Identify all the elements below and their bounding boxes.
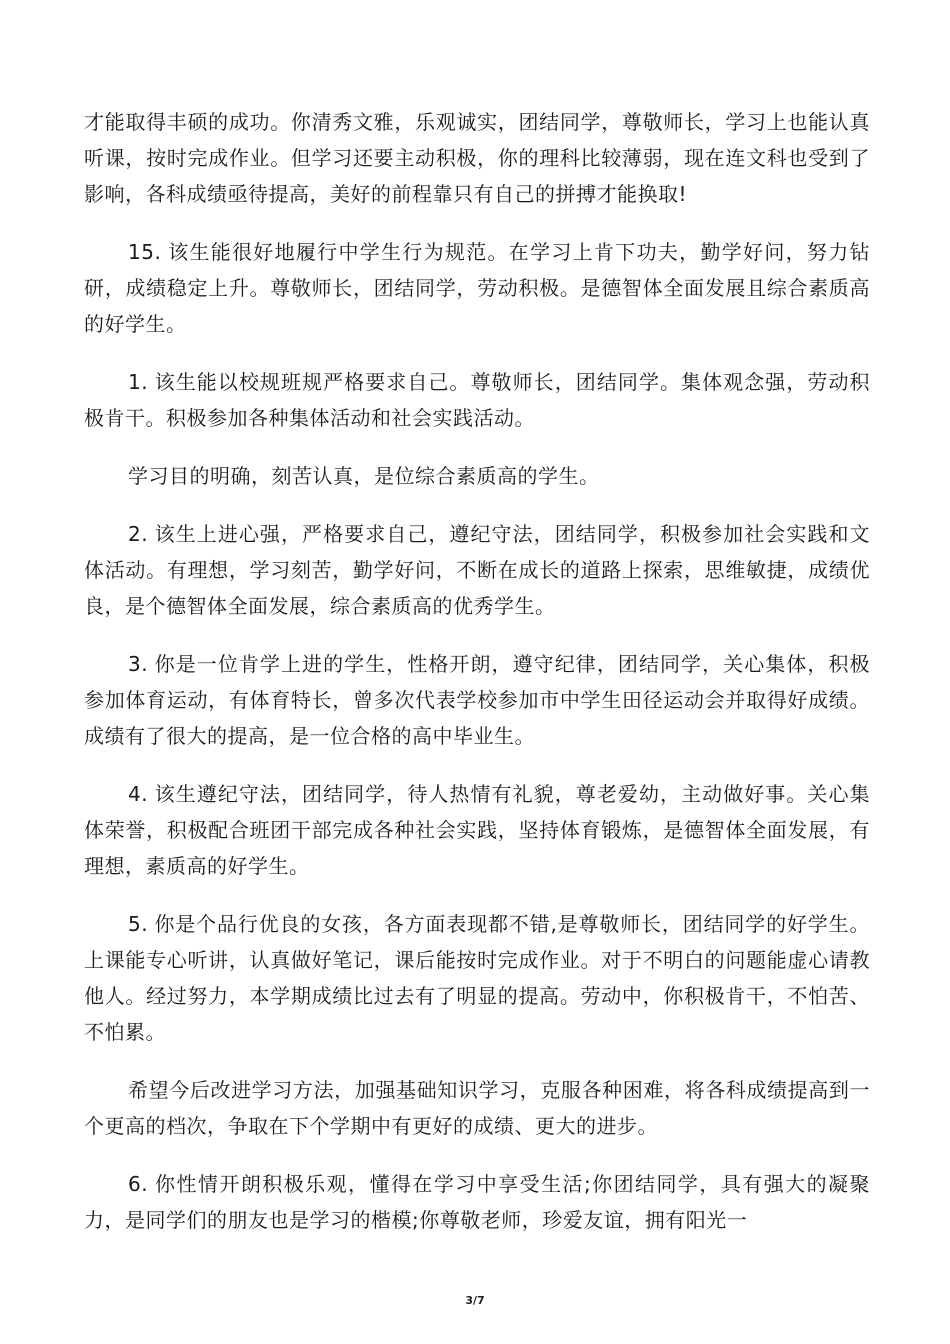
item-number: 3. xyxy=(128,652,149,676)
paragraph-text: 该生遵纪守法，团结同学，待人热情有礼貌，尊老爱幼，主动做好事。关心集体荣誉，积极配合班团干部完成各种社会实践，坚持体育锻炼，是德智体全面发展，有理想，素质高的好学生。 xyxy=(84,782,870,878)
paragraph xyxy=(84,364,870,436)
paragraph-text: 学习目的明确，刻苦认真，是位综合素质高的学生。 xyxy=(128,464,600,488)
paragraph xyxy=(84,906,870,1050)
paragraph xyxy=(84,1072,870,1144)
paragraph xyxy=(84,1166,870,1238)
paragraph xyxy=(84,776,870,884)
document-body xyxy=(84,104,870,1260)
paragraph-text: 你性情开朗积极乐观，懂得在学习中享受生活;你团结同学，具有强大的凝聚力，是同学们的朋友也是学习的楷模;你尊敬老师，珍爱友谊，拥有阳光一 xyxy=(84,1172,870,1232)
paragraph-text: 希望今后改进学习方法，加强基础知识学习，克服各种困难，将各科成绩提高到一个更高的档次，争取在下个学期中有更好的成绩、更大的进步。 xyxy=(84,1078,870,1138)
paragraph xyxy=(84,234,870,342)
paragraph xyxy=(84,104,870,212)
item-number: 2. xyxy=(128,522,149,546)
item-number: 5. xyxy=(128,912,149,936)
item-number: 6. xyxy=(128,1172,149,1196)
paragraph-text: 你是个品行优良的女孩，各方面表现都不错,是尊敬师长，团结同学的好学生。上课能专心听讲，认真做好笔记，课后能按时完成作业。对于不明白的问题能虚心请教他人。经过努力，本学期成绩比过去有了明显的提高。劳动中，你积极肯干，不怕苦、不怕累。 xyxy=(84,912,870,1044)
page-number: 3/7 xyxy=(465,1294,485,1307)
paragraph-text: 该生能很好地履行中学生行为规范。在学习上肯下功夫，勤学好问，努力钻研，成绩稳定上升。尊敬师长，团结同学，劳动积极。是德智体全面发展且综合素质高的好学生。 xyxy=(84,240,870,336)
paragraph-text: 你是一位肯学上进的学生，性格开朗，遵守纪律，团结同学，关心集体，积极参加体育运动，有体育特长，曾多次代表学校参加市中学生田径运动会并取得好成绩。成绩有了很大的提高，是一位合格的高中毕业生。 xyxy=(84,652,870,748)
paragraph-text: 该生上进心强，严格要求自己，遵纪守法，团结同学，积极参加社会实践和文体活动。有理想，学习刻苦，勤学好问，不断在成长的道路上探索，思维敏捷，成绩优良，是个德智体全面发展，综合素质高的优秀学生。 xyxy=(84,522,870,618)
item-number: 1. xyxy=(128,370,149,394)
paragraph xyxy=(84,458,870,494)
item-number: 15. xyxy=(128,240,162,264)
paragraph xyxy=(84,646,870,754)
item-number: 4. xyxy=(128,782,149,806)
paragraph xyxy=(84,516,870,624)
paragraph-text: 才能取得丰硕的成功。你清秀文雅，乐观诚实，团结同学，尊敬师长，学习上也能认真听课，按时完成作业。但学习还要主动积极，你的理科比较薄弱，现在连文科也受到了影响，各科成绩亟待提高，美好的前程靠只有自己的拼搏才能换取! xyxy=(84,110,870,206)
paragraph-text: 该生能以校规班规严格要求自己。尊敬师长，团结同学。集体观念强，劳动积极肯干。积极参加各种集体活动和社会实践活动。 xyxy=(84,370,870,430)
